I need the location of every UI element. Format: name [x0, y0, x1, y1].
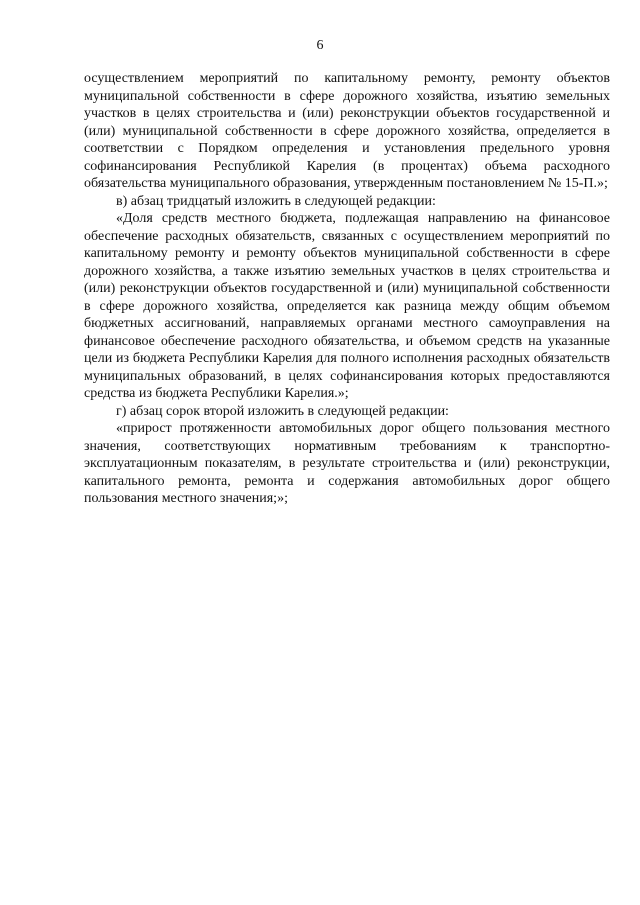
paragraph-item-v-heading: в) абзац тридцатый изложить в следующей редакции: [116, 193, 436, 209]
document-body [84, 70, 610, 508]
paragraph-item-v-quote: «Доля средств местного бюджета, подлежащая направлению на финансовое обеспечение расходных обязательств, связанных с осуществлением мероприятий по капитальному ремонту и ремонту объектов муниципальной собственности в сфере дорожного хозяйства, а также изъятию земельных участков в целях строительства и (или) реконструкции объектов государственной и (или) муниципальной собственности в сфере дорожного хозяйства, определяется как разница между общим объемом бюджетных ассигнований, направляемых органами местного самоуправления на финансовое обеспечение расходного обязательства, и объемом средств на указанные цели из бюджета Республики Карелия для полного исполнения расходных обязательств муниципальных образований, в целях софинансирования которых предоставляются средства из бюджета Республики Карелия.»; [84, 211, 610, 401]
paragraph-continuation: осуществлением мероприятий по капитальному ремонту, ремонту объектов муниципальной собственности в сфере дорожного хозяйства, изъятию земельных участков в целях строительства и (или) реконструкции объектов государственной и (или) муниципальной собственности в сфере дорожного хозяйства, определяется в соответствии с Порядком определения и установления предельного уровня софинансирования Республикой Карелия (в процентах) объема расходного обязательства муниципального образования, утвержденным постановлением № 15-П.»; [84, 71, 610, 191]
page-number: 6 [316, 38, 324, 53]
paragraph-item-g-heading: г) абзац сорок второй изложить в следующей редакции: [116, 403, 449, 419]
paragraph-item-g-quote: «прирост протяженности автомобильных дорог общего пользования местного значения, соответствующих нормативным требованиям к транспортно-эксплуатационным показателям, в результате строительства и (или) реконструкции, капитального ремонта, ремонта и содержания автомобильных дорог общего пользования местного значения;»; [84, 421, 610, 506]
